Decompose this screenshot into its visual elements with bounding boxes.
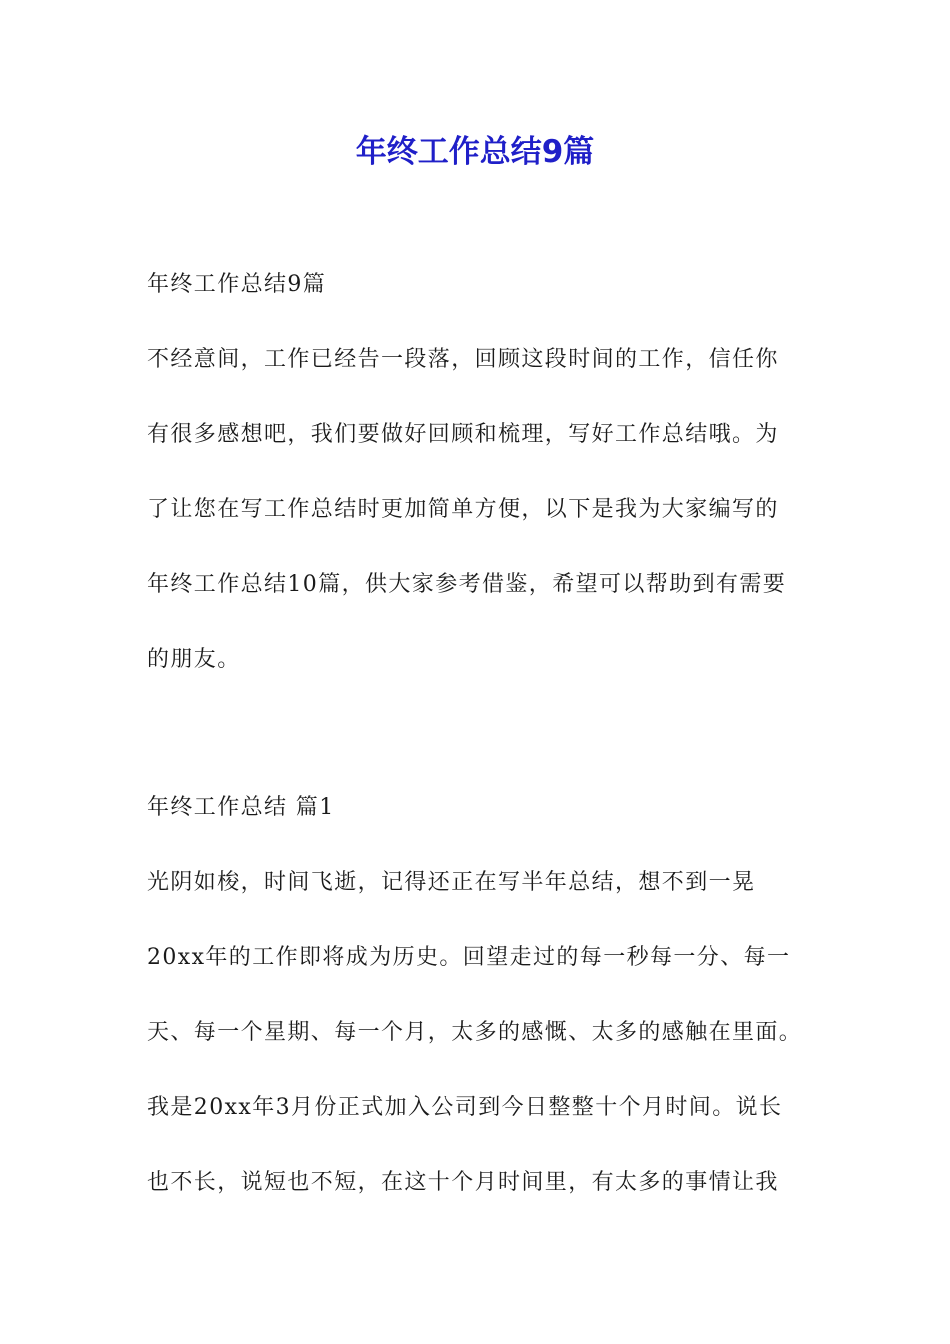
intro-line: 了让您在写工作总结时更加简单方便，以下是我为大家编写的 xyxy=(147,497,779,522)
intro-line: 年终工作总结10篇，供大家参考借鉴，希望可以帮助到有需要 xyxy=(147,572,787,597)
section-line: 20xx年的工作即将成为历史。回望走过的每一秒每一分、每一 xyxy=(147,945,791,970)
document-title: 年终工作总结9篇 xyxy=(355,134,595,170)
section-line: 天、每一个星期、每一个月，太多的感慨、太多的感触在里面。 xyxy=(147,1020,803,1045)
intro-line: 不经意间，工作已经告一段落，回顾这段时间的工作，信任你 xyxy=(147,347,779,372)
section-line: 我是20xx年3月份正式加入公司到今日整整十个月时间。说长 xyxy=(147,1095,783,1120)
section-heading: 年终工作总结 篇1 xyxy=(147,795,335,820)
intro-heading: 年终工作总结9篇 xyxy=(147,272,327,297)
intro-line: 的朋友。 xyxy=(147,647,241,672)
intro-line: 有很多感想吧，我们要做好回顾和梳理，写好工作总结哦。为 xyxy=(147,422,779,447)
section-line: 也不长，说短也不短，在这十个月时间里，有太多的事情让我 xyxy=(147,1170,779,1195)
section-line: 光阴如梭，时间飞逝，记得还正在写半年总结，想不到一晃 xyxy=(147,870,756,895)
